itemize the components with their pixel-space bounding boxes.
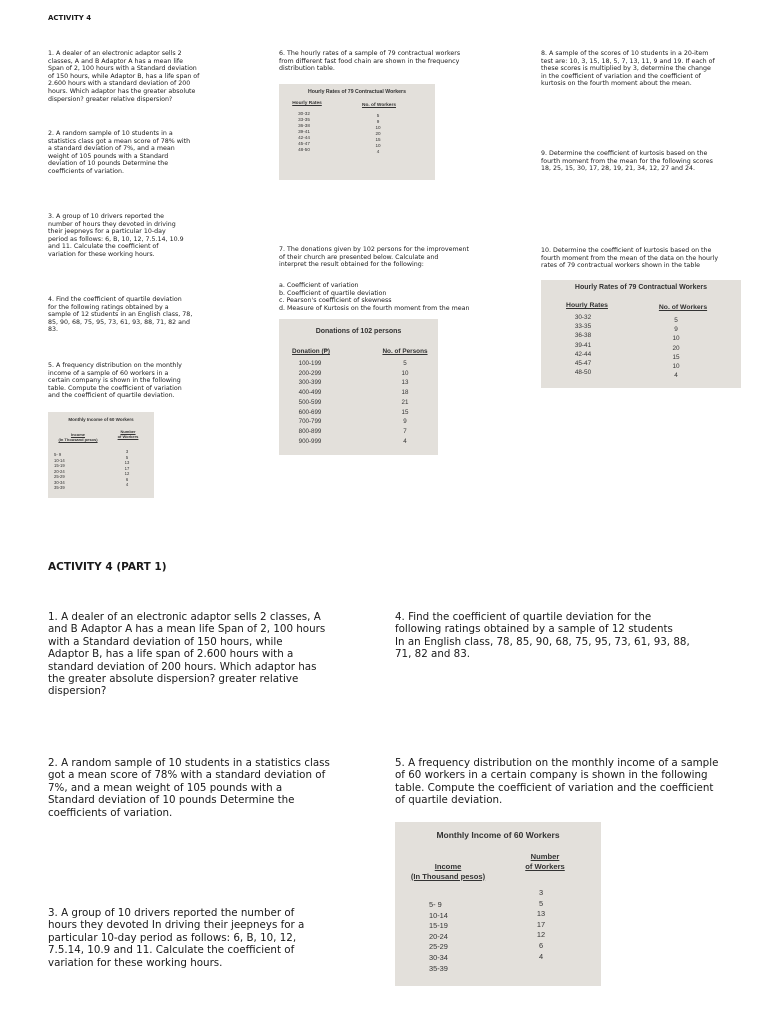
table-col1-header: Donation (₱) xyxy=(292,348,330,355)
question-2-small: 2. A random sample of 10 students in a statistics class got a mean score of 78% with a standard deviation of 7%, and a mean weight of 105 pounds with a Standard deviation of 10 pounds Determine the coefficients of variation. xyxy=(48,130,191,175)
section-title: ACTIVITY 4 (PART 1) xyxy=(48,561,167,573)
question-4: 4. Find the coefficient of quartile deviation for the following ratings obtained by a sample of 12 students In an English class, 78, 85, 90, 68, 75, 95, 73, 61, 93, 88, 71, 82 and 83. xyxy=(395,611,690,661)
table-col1-header: Hourly Rates xyxy=(292,101,322,106)
table-col2-header: Number of Workers xyxy=(117,429,139,439)
table-col2-header: No. of Workers xyxy=(658,304,708,311)
table-col1-values: 5- 9 10-14 15-19 20-24 25-29 30-34 35-39 xyxy=(54,452,65,490)
table-col2-values: 3 5 13 17 12 6 4 xyxy=(124,449,130,487)
question-1: 1. A dealer of an electronic adaptor sells 2 classes, A and B Adaptor A has a mean life Span of 2, 100 hours with a Standard deviation of 150 hours, while Adaptor B, has a life span of 2.600 hours with a standard deviation of 200 hours. Which adaptor has the greater absolute dispersion? greater relative dispersion? xyxy=(48,611,326,698)
question-9-small: 9. Determine the coefficient of kurtosis based on the fourth moment from the mean for the following scores 18, 25, 15, 30, 17, 28, 19, 21, 34, 12, 27 and 24. xyxy=(541,150,713,173)
income-table-image xyxy=(395,822,601,986)
table-col2-values: 5 9 10 20 15 10 4 xyxy=(672,317,680,380)
question-5-small: 5. A frequency distribution on the monthly income of a sample of 60 workers in a certain company is shown in the following table. Compute the coefficient of variation and the coefficient of quartile deviation. xyxy=(48,362,182,400)
question-6-small: 6. The hourly rates of a sample of 79 contractual workers from different fast food chain are shown in the frequency distribution table. xyxy=(279,50,461,73)
table-col1-values: 5- 9 10-14 15-19 20-24 25-29 30-34 35-39 xyxy=(429,900,448,973)
table-col2-header: No. of Workers xyxy=(361,103,397,108)
donations-table-image xyxy=(279,319,438,455)
table-title: Hourly Rates of 79 Contractual Workers xyxy=(308,89,406,95)
table-col2-values: 3 5 13 17 12 6 4 xyxy=(536,888,546,961)
question-7-items: a. Coefficient of variation b. Coefficient of quartile deviation c. Pearson's coefficient of skewness d. Measure of Kurtosis on the fourth moment from the mean xyxy=(279,282,470,312)
question-7-small: 7. The donations given by 102 persons for the improvement of their church are presented below. Calculate and interpret the result obtained for the following: xyxy=(279,246,469,269)
question-3-small: 3. A group of 10 drivers reported the number of hours they devoted in driving their jeepneys for a particular 10-day period as follows: 6, B, 10, 12, 7.5.14, 10.9 and 11. Calculate the coefficient of variation for these working hours. xyxy=(48,213,184,258)
table-title: Monthly Income of 60 Workers xyxy=(436,830,560,840)
table-col1-header: Income (In Thousand pesos) xyxy=(58,432,98,442)
table-col1-header: Income (In Thousand pesos) xyxy=(410,862,486,881)
question-1-small: 1. A dealer of an electronic adaptor sells 2 classes, A and B Adaptor A has a mean life Span of 2, 100 hours with a Standard deviation of 150 hours, while Adaptor B, has a life span of 2.600 hours with a standard deviation of 200 hours. Which adaptor has the greater absolute dispersion? greater relative dispersion? xyxy=(48,50,200,103)
question-8-small: 8. A sample of the scores of 10 students in a 20-item test are: 10, 3, 15, 18, 5, 7, 13, 11, 9 and 19. If each of these scores is multiplied by 3, determine the change in the coefficient of variation and the coefficient of kurtosis on the fourth moment about the mean. xyxy=(541,50,715,88)
question-2: 2. A random sample of 10 students in a statistics class got a mean score of 78% with a standard deviation of 7%, and a mean weight of 105 pounds with a Standard deviation of 10 pounds Determine the coefficients of variation. xyxy=(48,757,330,819)
table-col1-header: Hourly Rates xyxy=(566,302,608,309)
question-3: 3. A group of 10 drivers reported the number of hours they devoted In driving their jeepneys for a particular 10-day period as follows: 6, B, 10, 12, 7.5.14, 10.9 and 11. Calculate the coefficient of variation for these working hours. xyxy=(48,907,305,969)
hourly-rates-table-image xyxy=(541,280,741,388)
table-col2-header: Number of Workers xyxy=(525,852,565,871)
table-col2-values: 5 9 10 20 15 10 4 xyxy=(375,113,381,154)
question-10-small: 10. Determine the coefficient of kurtosis based on the fourth moment from the mean of the data on the hourly rates of 79 contractual workers shown in the table xyxy=(541,247,719,270)
table-col1-values: 100-199 200-299 300-399 400-499 500-599 600-699 700-799 800-899 900-999 xyxy=(298,360,322,445)
table-title: Hourly Rates of 79 Contractual Workers xyxy=(574,284,708,291)
table-title: Donations of 102 persons xyxy=(315,328,402,335)
question-5: 5. A frequency distribution on the monthly income of a sample of 60 workers in a certain company is shown in the following table. Compute the coefficient of variation and the coefficient of quartile deviation. xyxy=(395,757,719,807)
income-table-image-small xyxy=(48,412,154,498)
table-col2-values: 5 10 13 18 21 15 9 7 4 xyxy=(401,360,409,445)
table-col1-values: 30-32 33-35 36-38 39-41 42-44 45-47 48-50 xyxy=(298,111,310,152)
table-col2-header: No. of Persons xyxy=(382,348,428,355)
question-4-small: 4. Find the coefficient of quartile deviation for the following ratings obtained by a sample of 12 students in an English class, 78, 85, 90, 68, 75, 95, 73, 61, 93, 88, 71, 82 and 83. xyxy=(48,296,193,334)
hourly-rates-table-image-small xyxy=(279,84,435,180)
page-title: ACTIVITY 4 xyxy=(48,14,92,22)
table-col1-values: 30-32 33-35 36-38 39-41 42-44 45-47 48-50 xyxy=(574,314,592,377)
table-title: Monthly Income of 60 Workers xyxy=(68,417,134,422)
